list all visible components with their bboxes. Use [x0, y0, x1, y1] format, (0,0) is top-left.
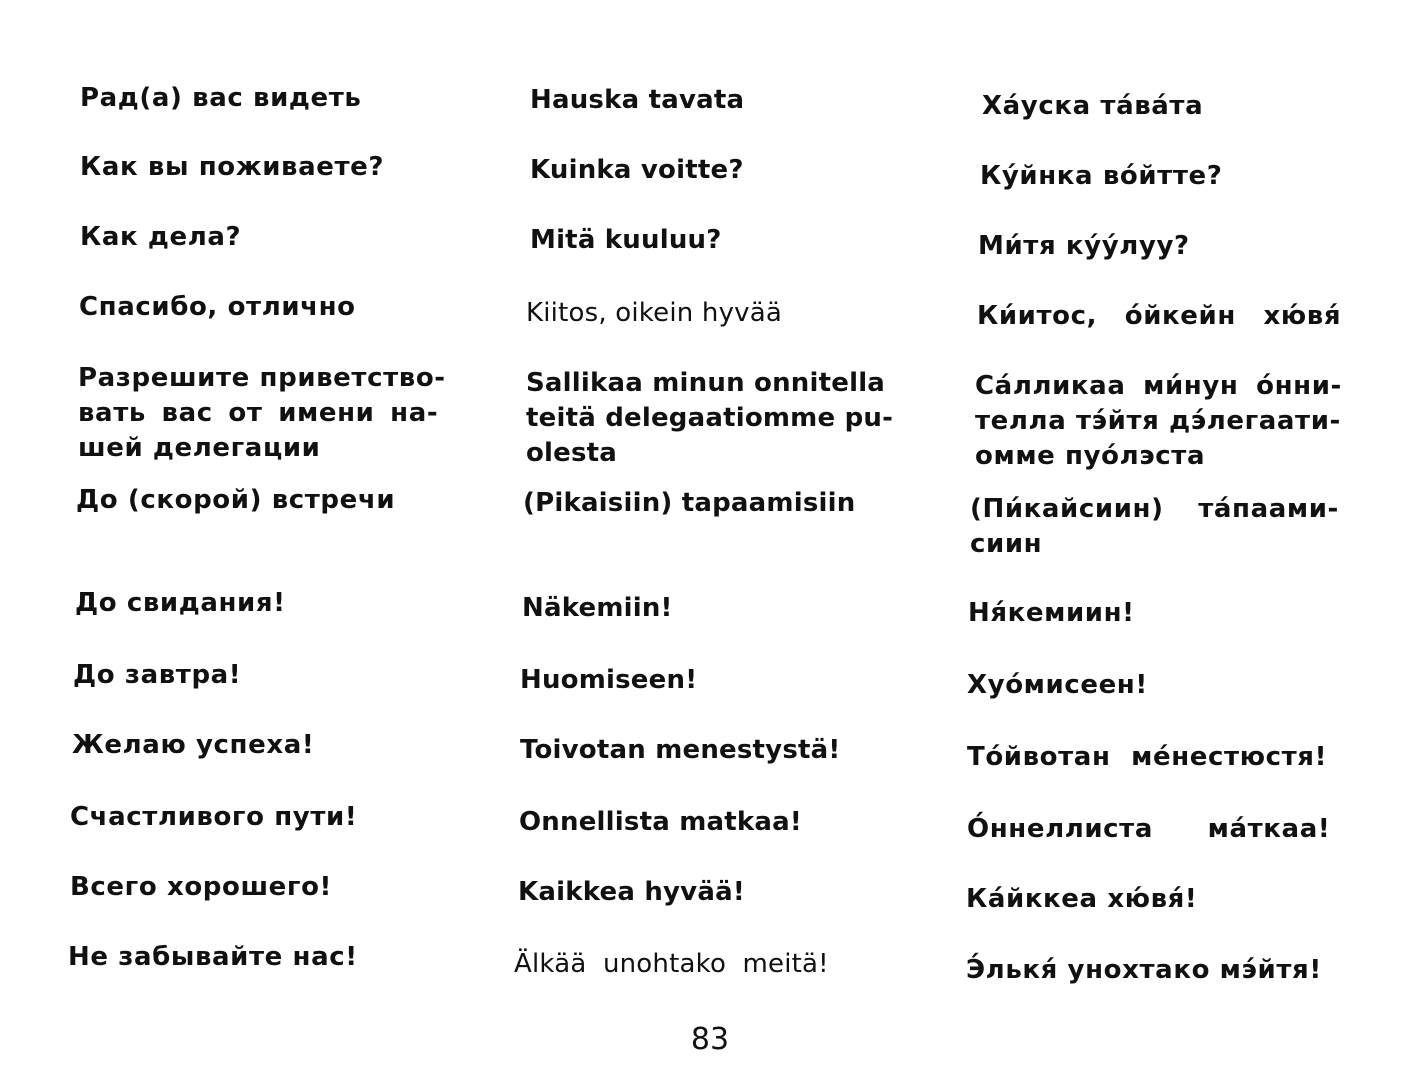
phrase-line: Ки́итос, о́йкейн хю́вя́: [977, 301, 1342, 331]
finnish-phrase: [514, 947, 829, 982]
phrase-line: Всего хорошего!: [70, 872, 333, 902]
phrase-line: Kiitos, oikein hyvää: [526, 298, 783, 328]
pronunciation: [978, 229, 1190, 264]
phrase-line: olesta: [526, 438, 618, 468]
pronunciation: [968, 596, 1135, 631]
phrase-line: Спасибо, отлично: [79, 292, 356, 322]
russian-phrase: [68, 940, 358, 975]
phrase-line: Hauska tavata: [530, 85, 745, 115]
finnish-phrase: [530, 223, 722, 258]
pronunciation: [967, 740, 1327, 775]
phrase-line: (Пи́кайсиин) та́паами-: [970, 494, 1339, 524]
phrase-line: Huomiseen!: [520, 665, 698, 695]
phrase-line: Счастливого пути!: [70, 802, 358, 832]
russian-phrase: [79, 290, 356, 325]
russian-phrase: [80, 81, 361, 116]
russian-phrase: [80, 220, 241, 255]
phrase-line: Kuinka voitte?: [530, 155, 744, 185]
pronunciation: [975, 369, 1342, 474]
pronunciation: [980, 159, 1222, 194]
phrase-line: teitä delegaatiomme pu-: [526, 403, 894, 433]
finnish-phrase: [518, 875, 745, 910]
finnish-phrase: [520, 733, 840, 768]
phrase-line: Ку́йнка во́йтте?: [980, 161, 1223, 191]
pronunciation: [967, 812, 1330, 847]
phrase-line: Не забывайте нас!: [68, 942, 358, 972]
phrase-line: Toivotan menestystä!: [520, 735, 841, 765]
phrase-line: Желаю успеха!: [72, 730, 315, 760]
phrase-line: Как вы поживаете?: [80, 152, 385, 182]
phrase-line: Разрешите приветство-: [78, 363, 446, 393]
finnish-phrase: [526, 296, 782, 331]
phrase-line: Ка́йккеа хю́вя́!: [966, 884, 1198, 914]
page-number: 83: [690, 1022, 730, 1057]
phrase-line: Хуо́мисеен!: [967, 670, 1148, 700]
russian-phrase: [80, 150, 384, 185]
russian-phrase: [75, 586, 286, 621]
phrase-line: омме пуо́лэста: [975, 441, 1206, 471]
finnish-phrase: [530, 153, 744, 188]
finnish-phrase: [526, 366, 893, 471]
phrase-line: шей делегации: [78, 433, 321, 463]
finnish-phrase: [519, 805, 802, 840]
phrase-line: Рад(а) вас видеть: [80, 83, 362, 113]
russian-phrase: [76, 483, 395, 518]
phrase-line: Älkää unohtako meitä!: [514, 949, 829, 979]
finnish-phrase: [530, 83, 744, 118]
phrase-line: О́ннеллиста ма́ткаа!: [967, 814, 1331, 844]
phrase-line: Mitä kuuluu?: [530, 225, 722, 255]
russian-phrase: [78, 361, 446, 466]
phrase-line: Ми́тя ку́у́луу?: [978, 231, 1190, 261]
russian-phrase: [70, 870, 332, 905]
pronunciation: [982, 89, 1203, 124]
phrase-line: Са́лликаа ми́нун о́нни-: [975, 371, 1342, 401]
phrase-line: Sallikaa minun onnitella: [526, 368, 886, 398]
phrase-line: телла тэ́йтя дэ́легаати-: [975, 406, 1341, 436]
phrase-line: До (скорой) встречи: [76, 485, 396, 515]
pronunciation: [966, 953, 1322, 988]
phrase-line: То́йвотан ме́нестюстя!: [967, 742, 1328, 772]
phrase-line: Kaikkea hyvää!: [518, 877, 745, 907]
phrase-line: Как дела?: [80, 222, 242, 252]
phrase-line: вать вас от имени на-: [78, 398, 439, 428]
finnish-phrase: [523, 486, 855, 521]
phrase-line: Э́лькя́ унохтако мэ́йтя!: [966, 955, 1322, 985]
finnish-phrase: [520, 663, 697, 698]
pronunciation: [966, 882, 1197, 917]
pronunciation: [977, 299, 1341, 334]
phrase-line: До завтра!: [73, 660, 242, 690]
russian-phrase: [73, 658, 241, 693]
finnish-phrase: [522, 591, 673, 626]
phrase-line: Ха́уска та́ва́та: [982, 91, 1204, 121]
russian-phrase: [70, 800, 357, 835]
phrase-line: Näkemiin!: [522, 593, 673, 623]
phrase-line: сиин: [970, 529, 1043, 559]
phrase-line: До свидания!: [75, 588, 286, 618]
phrase-line: Onnellista matkaa!: [519, 807, 802, 837]
pronunciation: [967, 668, 1148, 703]
phrase-line: (Pikaisiin) tapaamisiin: [523, 488, 856, 518]
pronunciation: [970, 492, 1339, 562]
russian-phrase: [72, 728, 314, 763]
phrase-line: Ня́кемиин!: [968, 598, 1135, 628]
